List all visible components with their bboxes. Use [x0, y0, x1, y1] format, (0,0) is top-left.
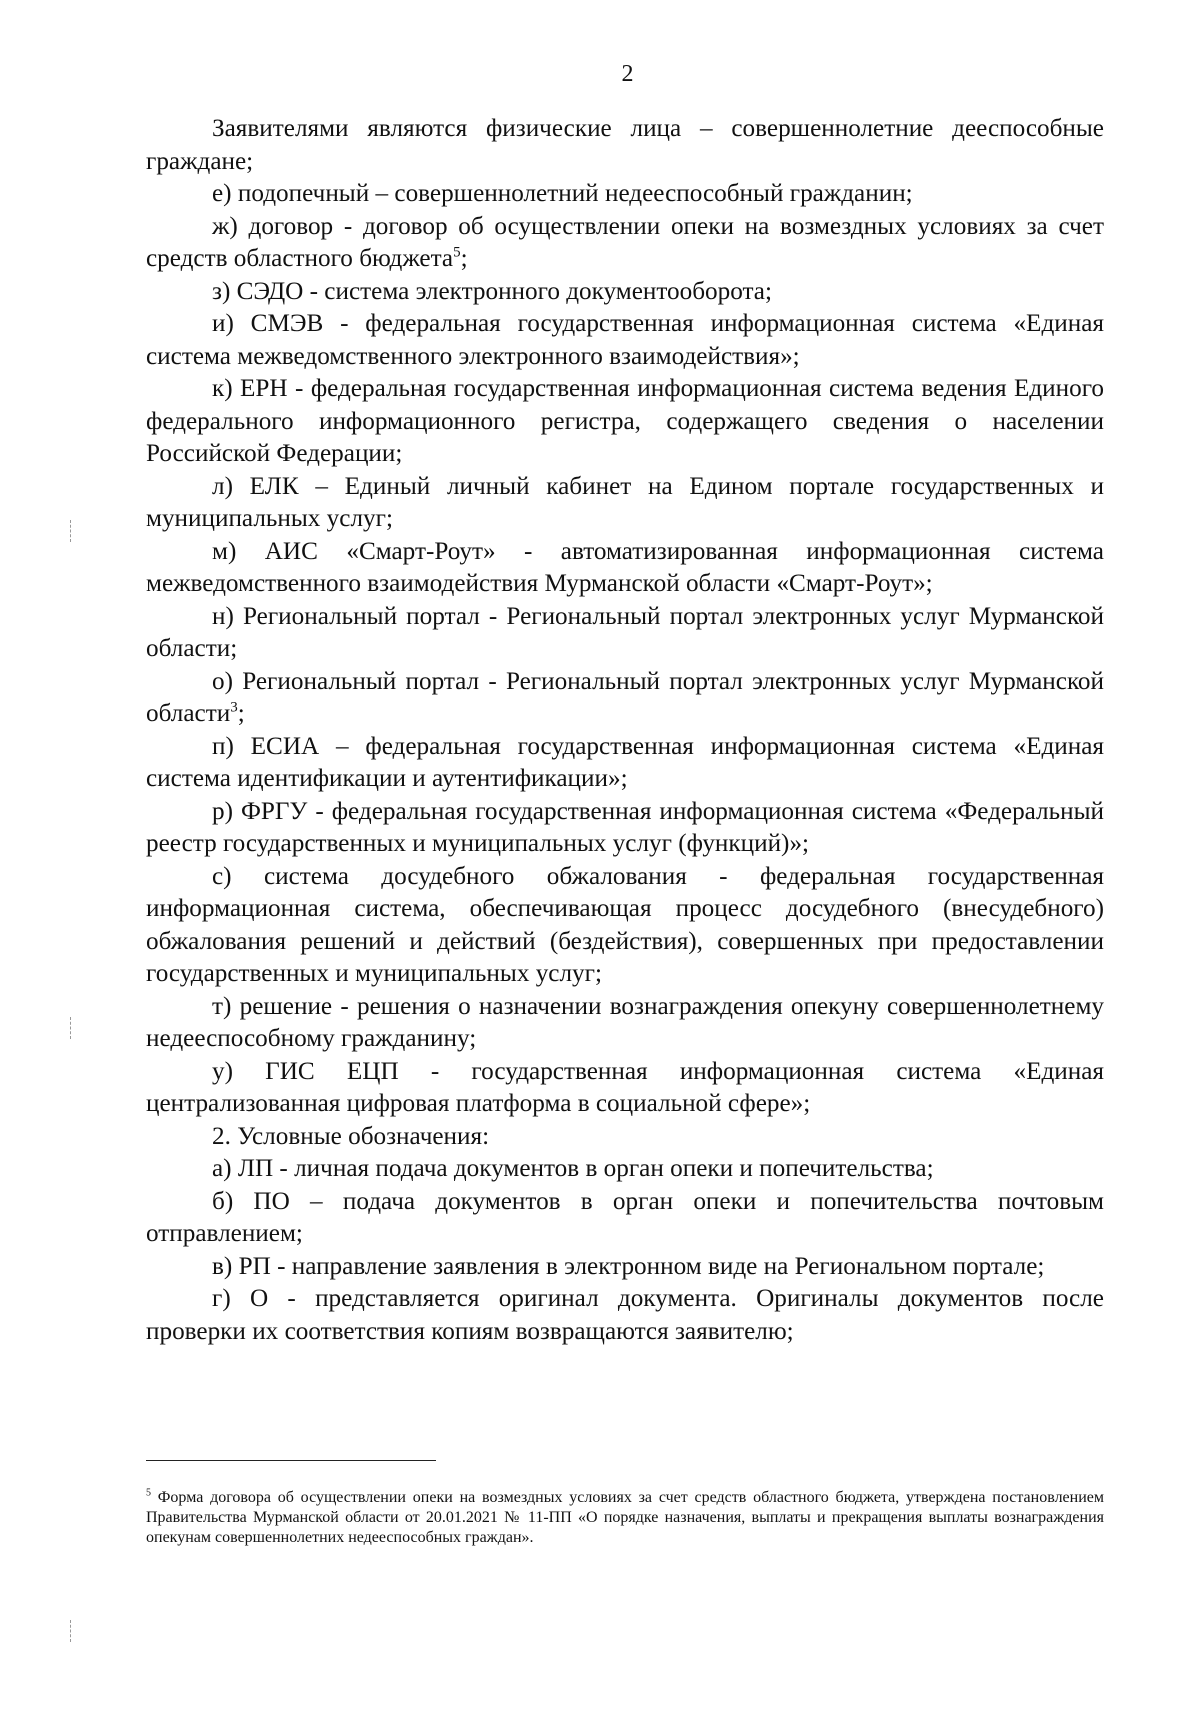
paragraph: [146, 471, 1104, 536]
paragraph-text: у) ГИС ЕЦП - государственная информационная система «Единая централизованная цифровая платформа в социальной сфере»;: [146, 1057, 1104, 1117]
paragraph-text: о) Региональный портал - Региональный портал электронных услуг Мурманской области: [146, 667, 1104, 727]
scan-margin-mark: [70, 1017, 71, 1039]
scan-margin-mark: [70, 1620, 71, 1642]
paragraph: [146, 373, 1104, 471]
paragraph-text: в) РП - направление заявления в электронном виде на Региональном портале;: [212, 1252, 1045, 1280]
paragraph-text-end: ;: [237, 700, 245, 727]
paragraph-text: 2. Условные обозначения:: [212, 1122, 490, 1150]
footnote-reference: 5: [453, 244, 461, 261]
paragraph: [146, 178, 1104, 211]
paragraph: [146, 211, 1104, 276]
body-text: [146, 113, 1104, 1348]
paragraph-text-end: ;: [460, 245, 468, 272]
paragraph-text: и) СМЭВ - федеральная государственная информационная система «Единая система межведомственного электронного взаимодействия»;: [146, 310, 1104, 370]
paragraph: [146, 731, 1104, 796]
paragraph: [146, 536, 1104, 601]
paragraph-text: Заявителями являются физические лица – совершеннолетние дееспособные граждане;: [146, 115, 1104, 175]
paragraph: [146, 1056, 1104, 1121]
paragraph: [146, 1121, 1104, 1154]
paragraph: [146, 861, 1104, 991]
paragraph-text: к) ЕРН - федеральная государственная информационная система ведения Единого федерального информационного регистра, содержащего сведения о населении Российской Федерации;: [146, 375, 1104, 467]
paragraph: [146, 1153, 1104, 1186]
footnote-text: Форма договора об осуществлении опеки на возмездных условиях за счет средств областного бюджета, утверждена постановлением Правительства Мурманской области от 20.01.2021 № 11-ПП «О порядке назначения, выплаты и прекращения выплаты вознаграждения опекунам совершеннолетних недееспособных граждан».: [146, 1489, 1104, 1546]
paragraph-text: н) Региональный портал - Региональный портал электронных услуг Мурманской области;: [146, 602, 1104, 662]
paragraph-text: ж) договор - договор об осуществлении опеки на возмездных условиях за счет средств областного бюджета: [146, 212, 1104, 272]
paragraph-text: з) СЭДО - система электронного документооборота;: [212, 277, 772, 305]
footnote-separator: [146, 1460, 436, 1461]
paragraph: [146, 1283, 1104, 1348]
paragraph-text: л) ЕЛК – Единый личный кабинет на Едином портале государственных и муниципальных услуг;: [146, 472, 1104, 532]
paragraph: [146, 113, 1104, 178]
paragraph: [146, 796, 1104, 861]
paragraph-text: б) ПО – подача документов в орган опеки и попечительства почтовым отправлением;: [146, 1187, 1104, 1247]
footnote-marker: 5: [146, 1487, 151, 1499]
paragraph-text: а) ЛП - личная подача документов в орган опеки и попечительства;: [212, 1155, 934, 1182]
paragraph: [146, 666, 1104, 731]
paragraph: [146, 276, 1104, 309]
paragraph-text: г) О - представляется оригинал документа. Оригиналы документов после проверки их соответствия копиям возвращаются заявителю;: [146, 1285, 1104, 1345]
paragraph: [146, 991, 1104, 1056]
paragraph-text: м) АИС «Смарт-Роут» - автоматизированная информационная система межведомственного взаимодействия Мурманской области «Смарт-Роут»;: [146, 537, 1104, 597]
footnote-reference: 3: [230, 699, 238, 716]
page-number: 2: [621, 61, 634, 87]
paragraph: [146, 308, 1104, 373]
paragraph-text: п) ЕСИА – федеральная государственная информационная система «Единая система идентификации и аутентификации»;: [146, 732, 1104, 792]
paragraph-text: с) система досудебного обжалования - федеральная государственная информационная система, обеспечивающая процесс досудебного (внесудебного) обжалования решений и действий (бездействия), совершенных при предоставлении государственных и муниципальных услуг;: [146, 862, 1104, 987]
footnote: [146, 1488, 1104, 1548]
scan-margin-mark: [70, 520, 71, 542]
paragraph-text: т) решение - решения о назначении вознаграждения опекуну совершеннолетнему недееспособному гражданину;: [146, 992, 1104, 1052]
paragraph: [146, 1186, 1104, 1251]
paragraph: [146, 601, 1104, 666]
paragraph-text: е) подопечный – совершеннолетний недееспособный гражданин;: [212, 180, 913, 207]
paragraph-text: р) ФРГУ - федеральная государственная информационная система «Федеральный реестр государственных и муниципальных услуг (функций)»;: [146, 797, 1104, 857]
paragraph: [146, 1251, 1104, 1284]
